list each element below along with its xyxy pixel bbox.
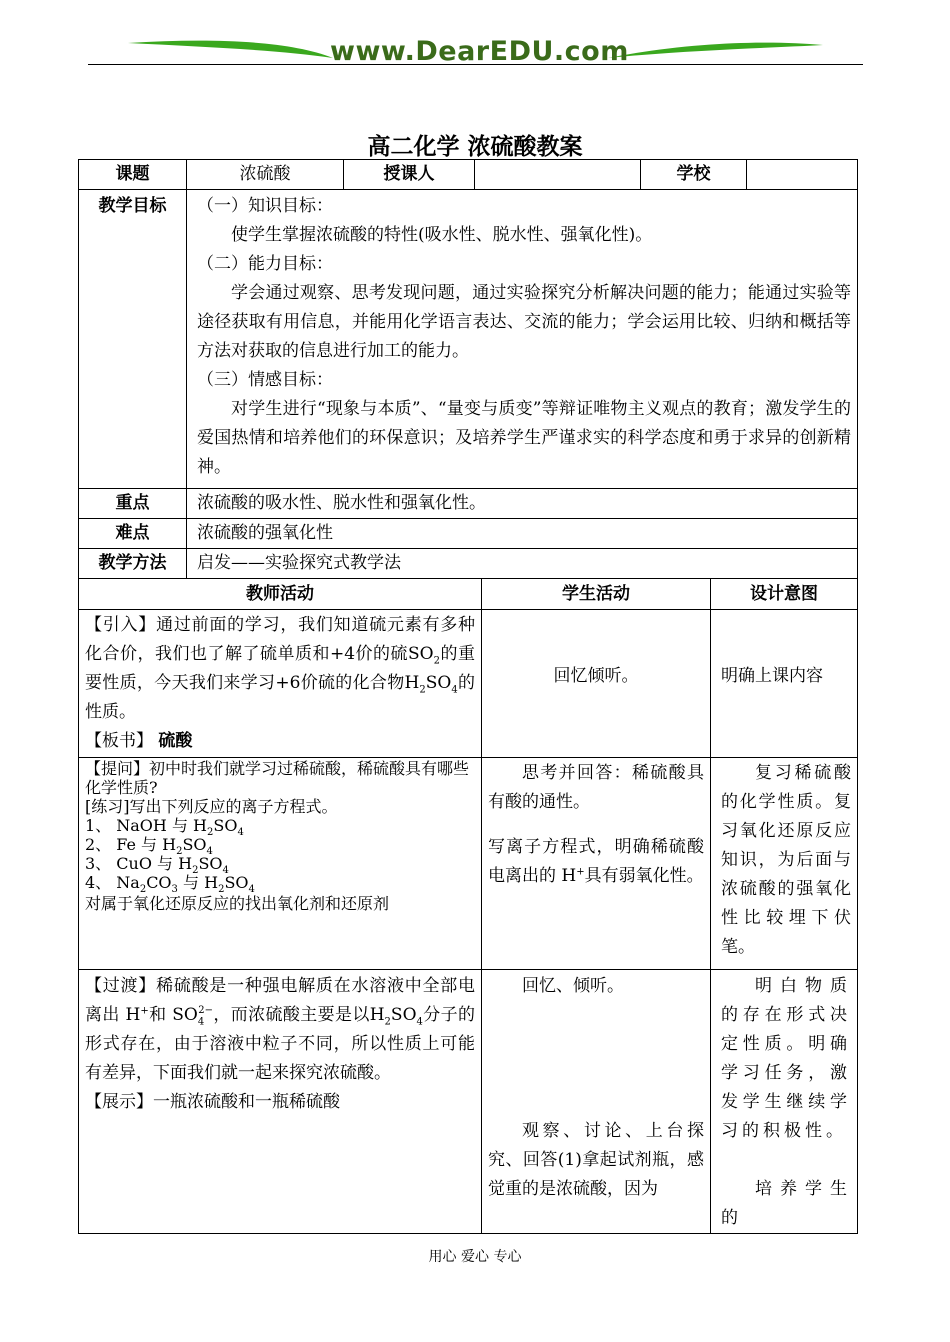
question-paragraph: 【提问】初中时我们就学习过稀硫酸，稀硫酸具有哪些化学性质?: [85, 759, 470, 797]
school-label: 学校: [641, 160, 747, 190]
method-label: 教学方法: [79, 549, 187, 579]
practice-item-2: 2、 Fe 与 $H_2SO_4$: [85, 835, 213, 858]
activities-table: [78, 578, 858, 1234]
row3-design-intent-continued: 培养学生的: [721, 1179, 851, 1228]
row3-student-observe: 观察、讨论、上台探究、回答(1)拿起试剂瓶，感觉重的是浓硫酸，因为: [488, 1121, 704, 1199]
method-value: 启发——实验探究式教学法: [187, 549, 858, 579]
teacher-activity-header: 教师活动: [79, 579, 482, 610]
ability-goal-heading: （二）能力目标：: [197, 254, 333, 274]
display-note: 【展示】一瓶浓硫酸和一瓶稀硫酸: [85, 1092, 340, 1112]
key-point-label: 重点: [79, 489, 187, 519]
page-footer: 用心 爱心 专心: [428, 1249, 522, 1265]
school-value: [747, 160, 858, 190]
header-watermark: www.DearEDU.com: [330, 36, 629, 67]
intro-paragraph: 【引入】通过前面的学习，我们知道硫元素有多种化合价，我们也了解了硫单质和+4价的硫$SO_2$的重要性质，今天我们来学习+6价硫的化合物$H_2SO_4$的性质。: [85, 615, 476, 722]
page-title: 高二化学 浓硫酸教案: [367, 134, 583, 160]
design-intent-header: 设计意图: [711, 579, 858, 610]
goals-label: 教学目标: [79, 190, 187, 489]
transition-paragraph: 【过渡】稀硫酸是一种强电解质在水溶液中全部电离出 H+和 $SO_4^{2-}$，而浓硫酸主要是以$H_2SO_4$分子的形式存在，由于溶液中粒子不同，所以性质上可能有差异，下面我们就一起来探究浓硫酸。: [85, 976, 476, 1083]
teacher-value: [475, 160, 641, 190]
left-leaf-swoosh: [128, 41, 333, 58]
key-point-value: 浓硫酸的吸水性、脱水性和强氧化性。: [187, 489, 858, 519]
difficulty-label: 难点: [79, 519, 187, 549]
row2-design-intent: 复习稀硫酸的化学性质。复习氧化还原反应知识，为后面与浓硫酸的强氧化性比较埋下伏笔。: [711, 758, 858, 970]
difficulty-value: 浓硫酸的强氧化性: [187, 519, 858, 549]
practice-instruction: 对属于氧化还原反应的找出氧化剂和还原剂: [85, 894, 390, 913]
practice-item-1: 1、 NaOH 与 $H_2SO_4$: [85, 816, 244, 839]
knowledge-goal-heading: （一）知识目标：: [197, 196, 333, 216]
emotion-goal-text: 对学生进行“现象与本质”、“量变与质变”等辩证唯物主义观点的教育；激发学生的爱国热情和培养他们的环保意识；及培养学生严谨求实的科学态度和勇于求异的创新精神。: [197, 399, 851, 477]
row2-student-write: 写离子方程式，明确稀硫酸电离出的 H+具有弱氧化性。: [488, 837, 704, 886]
row1-student-activity: 回忆倾听。: [482, 610, 711, 758]
lesson-info-table: [78, 159, 858, 579]
ability-goal-text: 学会通过观察、思考发现问题，通过实验探究分析解决问题的能力；能通过实验等途径获取有用信息，并能用化学语言表达、交流的能力；学会运用比较、归纳和概括等方法对获取的信息进行加工的能力。: [197, 283, 851, 361]
row1-design-intent: 明确上课内容: [711, 610, 858, 758]
practice-item-4: 4、 $Na_2CO_3$ 与 $H_2SO_4$: [85, 873, 255, 896]
topic-label: 课题: [79, 160, 187, 190]
knowledge-goal-text: 使学生掌握浓硫酸的特性(吸水性、脱水性、强氧化性)。: [231, 225, 653, 245]
practice-heading: [练习]写出下列反应的离子方程式。: [85, 797, 338, 816]
emotion-goal-heading: （三）情感目标：: [197, 370, 333, 390]
topic-value: 浓硫酸: [187, 160, 344, 190]
practice-item-3: 3、 CuO 与 $H_2SO_4$: [85, 854, 229, 877]
student-activity-header: 学生活动: [482, 579, 711, 610]
row2-student-answer: 思考并回答：稀硫酸具有酸的通性。: [488, 763, 704, 812]
right-leaf-swoosh: [608, 43, 823, 58]
row3-design-intent: 明白物质的存在形式决定性质。明确学习任务，激发学生继续学习的积极性。: [721, 976, 851, 1141]
header-rule: [88, 64, 863, 65]
board-note: 【板书】 硫酸: [85, 731, 193, 751]
teacher-label: 授课人: [344, 160, 475, 190]
row3-student-recall: 回忆、倾听。: [522, 976, 624, 996]
